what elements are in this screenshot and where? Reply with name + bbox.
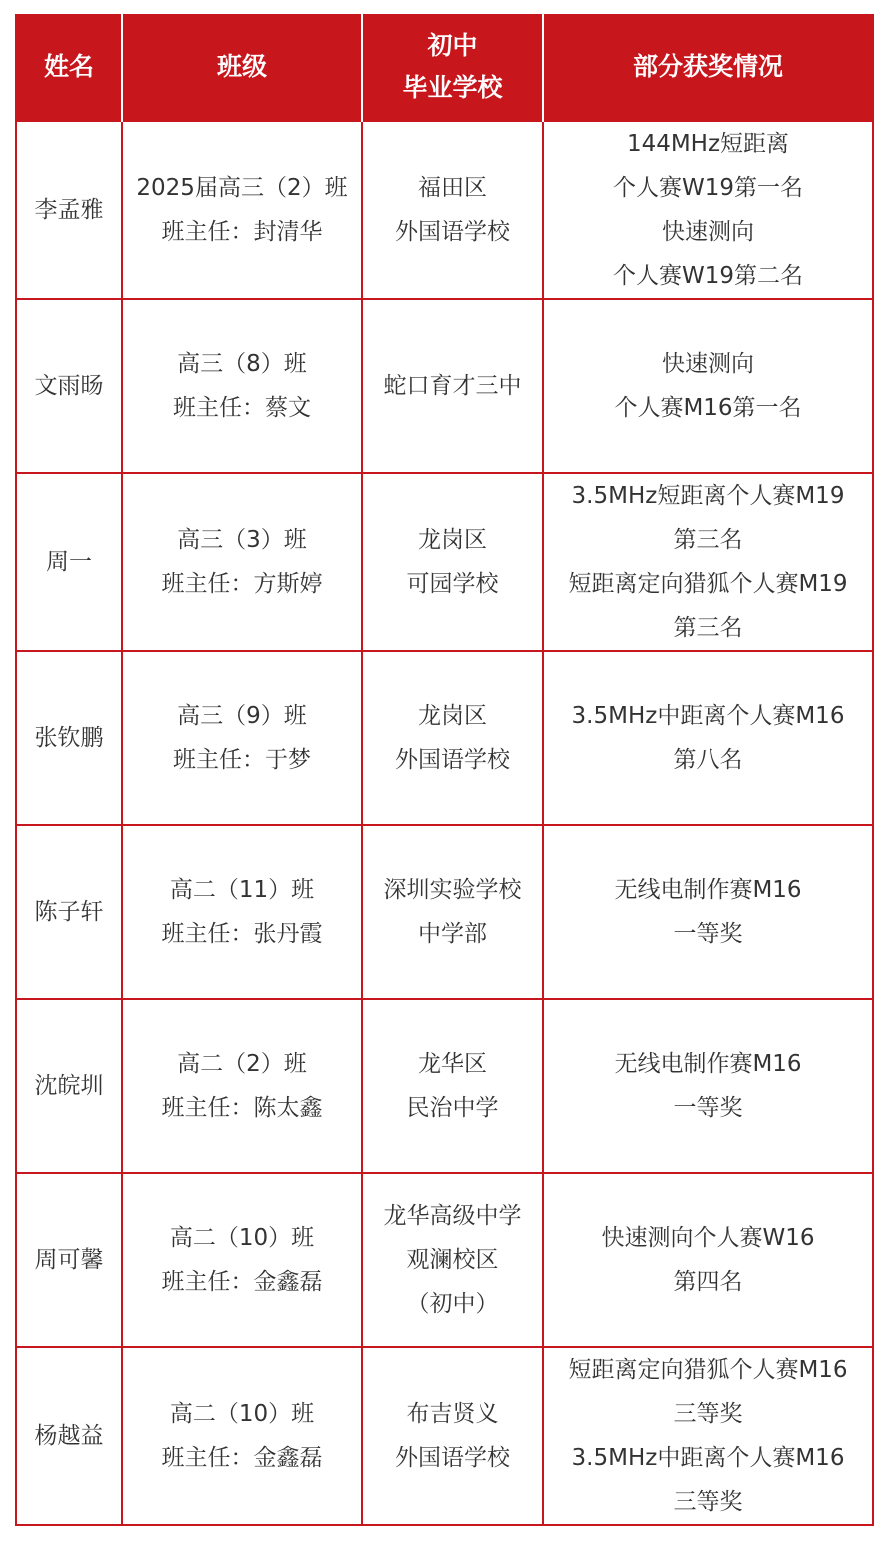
header-awards [543, 14, 873, 121]
header-school-line: 毕业学校 [402, 73, 503, 102]
school-cell [362, 121, 543, 299]
table-row [16, 825, 873, 999]
class-cell [122, 825, 362, 999]
award-line: 个人赛W19第一名 [612, 175, 803, 201]
awards-cell [543, 825, 873, 999]
award-line: 三等奖 [673, 1401, 743, 1427]
class-cell [122, 651, 362, 825]
school-line: 民治中学 [406, 1095, 499, 1121]
awards-cell [543, 473, 873, 651]
awards-cell [543, 121, 873, 299]
student-name-cell [16, 473, 122, 651]
awards-cell [543, 999, 873, 1173]
school-line: 龙岗区 [418, 703, 487, 729]
award-line: 第八名 [673, 747, 743, 773]
award-line: 第三名 [673, 615, 743, 641]
class-line: 高三（3）班 [177, 527, 307, 553]
school-cell [362, 473, 543, 651]
class-line: 班主任：方斯婷 [161, 571, 323, 597]
class-line: 高二（11）班 [169, 877, 315, 903]
school-cell [362, 825, 543, 999]
class-cell [122, 1173, 362, 1347]
award-line: 3.5MHz中距离个人赛M16 [571, 1445, 845, 1471]
awards-cell [543, 651, 873, 825]
student-name: 陈子轩 [34, 899, 104, 925]
student-name: 李孟雅 [34, 197, 104, 223]
class-line: 班主任：金鑫磊 [161, 1445, 323, 1471]
class-line: 班主任：陈太鑫 [161, 1095, 323, 1121]
school-line: 深圳实验学校 [383, 877, 522, 903]
award-table [15, 14, 874, 1526]
student-name-cell [16, 1173, 122, 1347]
class-line: 高三（8）班 [177, 351, 307, 377]
student-name-cell [16, 1347, 122, 1525]
header-class-line: 班级 [216, 52, 267, 81]
school-line: 观澜校区 [406, 1247, 499, 1273]
school-line: 布吉贤义 [406, 1401, 499, 1427]
school-cell [362, 1173, 543, 1347]
award-line: 无线电制作赛M16 [614, 877, 802, 903]
school-line: 龙岗区 [418, 527, 487, 553]
class-cell [122, 999, 362, 1173]
awards-cell [543, 1173, 873, 1347]
school-line: （初中） [406, 1291, 499, 1317]
school-cell [362, 999, 543, 1173]
school-line: 龙华高级中学 [383, 1203, 522, 1229]
class-cell [122, 121, 362, 299]
class-cell [122, 1347, 362, 1525]
award-table-container [15, 14, 872, 1526]
award-line: 3.5MHz短距离个人赛M19 [571, 483, 845, 509]
school-line: 外国语学校 [395, 747, 510, 773]
school-cell [362, 651, 543, 825]
table-body [16, 121, 873, 1525]
student-name-cell [16, 651, 122, 825]
school-line: 龙华区 [418, 1051, 487, 1077]
award-line: 第三名 [673, 527, 743, 553]
award-line: 一等奖 [673, 921, 743, 947]
award-line: 三等奖 [673, 1489, 743, 1515]
header-name-line: 姓名 [43, 52, 94, 81]
award-line: 快速测向 [662, 351, 754, 377]
award-line: 个人赛W19第二名 [612, 263, 803, 289]
award-line: 短距离定向猎狐个人赛M16 [568, 1357, 848, 1383]
class-line: 班主任：蔡文 [173, 395, 311, 421]
school-line: 可园学校 [406, 571, 499, 597]
class-line: 班主任：张丹霞 [161, 921, 323, 947]
table-row [16, 651, 873, 825]
class-line: 高三（9）班 [177, 703, 307, 729]
class-line: 班主任：金鑫磊 [161, 1269, 323, 1295]
student-name-cell [16, 825, 122, 999]
table-row [16, 999, 873, 1173]
header-school [362, 14, 543, 121]
class-line: 高二（10）班 [169, 1401, 315, 1427]
class-line: 2025届高三（2）班 [136, 175, 348, 201]
header-awards-line: 部分获奖情况 [632, 52, 783, 81]
award-line: 无线电制作赛M16 [614, 1051, 802, 1077]
awards-cell [543, 1347, 873, 1525]
table-row [16, 473, 873, 651]
school-line: 蛇口育才三中 [383, 373, 522, 399]
school-line: 外国语学校 [395, 219, 510, 245]
award-line: 短距离定向猎狐个人赛M19 [568, 571, 848, 597]
table-row [16, 1173, 873, 1347]
student-name: 沈皖圳 [34, 1073, 104, 1099]
student-name: 杨越益 [34, 1423, 104, 1449]
school-cell [362, 1347, 543, 1525]
student-name: 周一 [46, 549, 92, 575]
class-line: 班主任：于梦 [173, 747, 311, 773]
school-line: 福田区 [418, 175, 487, 201]
student-name: 周可馨 [34, 1247, 104, 1273]
award-line: 个人赛M16第一名 [614, 395, 802, 421]
header-school-line: 初中 [427, 31, 478, 60]
table-row [16, 121, 873, 299]
class-line: 高二（10）班 [169, 1225, 315, 1251]
award-line: 一等奖 [673, 1095, 743, 1121]
table-header [16, 14, 873, 121]
award-line: 快速测向个人赛W16 [601, 1225, 815, 1251]
student-name: 文雨旸 [34, 373, 104, 399]
table-row [16, 1347, 873, 1525]
class-line: 班主任：封清华 [161, 219, 323, 245]
header-class [122, 14, 362, 121]
class-cell [122, 473, 362, 651]
award-line: 第四名 [673, 1269, 743, 1295]
student-name-cell [16, 121, 122, 299]
award-line: 3.5MHz中距离个人赛M16 [571, 703, 845, 729]
student-name-cell [16, 299, 122, 473]
school-line: 外国语学校 [395, 1445, 510, 1471]
school-cell [362, 299, 543, 473]
student-name-cell [16, 999, 122, 1173]
student-name: 张钦鹏 [34, 725, 104, 751]
awards-cell [543, 299, 873, 473]
school-line: 中学部 [418, 921, 487, 947]
header-row [16, 14, 873, 121]
class-line: 高二（2）班 [177, 1051, 307, 1077]
class-cell [122, 299, 362, 473]
header-name [16, 14, 122, 121]
award-line: 144MHz短距离 [626, 131, 790, 157]
table-row [16, 299, 873, 473]
award-line: 快速测向 [662, 219, 754, 245]
